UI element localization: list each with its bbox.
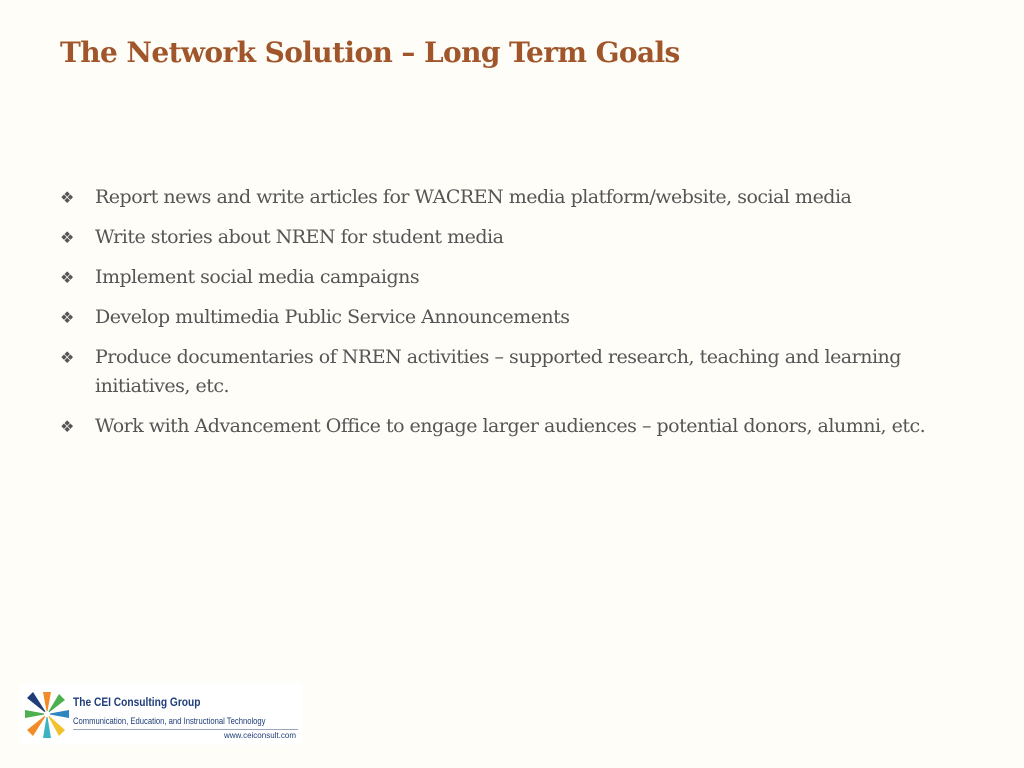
list-item (60, 263, 960, 292)
cei-logo-icon (23, 688, 71, 740)
list-item (60, 223, 960, 252)
bullet-list (60, 183, 960, 452)
diamond-bullet-icon: ❖ (60, 228, 75, 247)
list-item (60, 412, 960, 441)
diamond-bullet-icon: ❖ (60, 348, 75, 367)
slide-title: The Network Solution – Long Term Goals (60, 36, 680, 69)
diamond-bullet-icon: ❖ (60, 417, 75, 436)
company-logo (20, 683, 302, 745)
bullet-text: Report news and write articles for WACREN media platform/website, social media (95, 186, 852, 208)
bullet-text: Write stories about NREN for student media (95, 226, 504, 248)
logo-url: www.ceiconsult.com (223, 731, 296, 740)
diamond-bullet-icon: ❖ (60, 308, 75, 327)
logo-divider (73, 729, 298, 730)
logo-tagline: Communication, Education, and Instructional Technology (73, 716, 266, 726)
logo-name: The CEI Consulting Group (73, 695, 201, 709)
diamond-bullet-icon: ❖ (60, 188, 75, 207)
bullet-text: Develop multimedia Public Service Announcements (95, 306, 570, 328)
list-item (60, 343, 960, 401)
bullet-text: Work with Advancement Office to engage larger audiences – potential donors, alumni, etc. (95, 415, 926, 437)
list-item (60, 303, 960, 332)
diamond-bullet-icon: ❖ (60, 268, 75, 287)
list-item (60, 183, 960, 212)
bullet-text: Produce documentaries of NREN activities – supported research, teaching and learning initiatives, etc. (95, 346, 901, 397)
bullet-text: Implement social media campaigns (95, 266, 420, 288)
